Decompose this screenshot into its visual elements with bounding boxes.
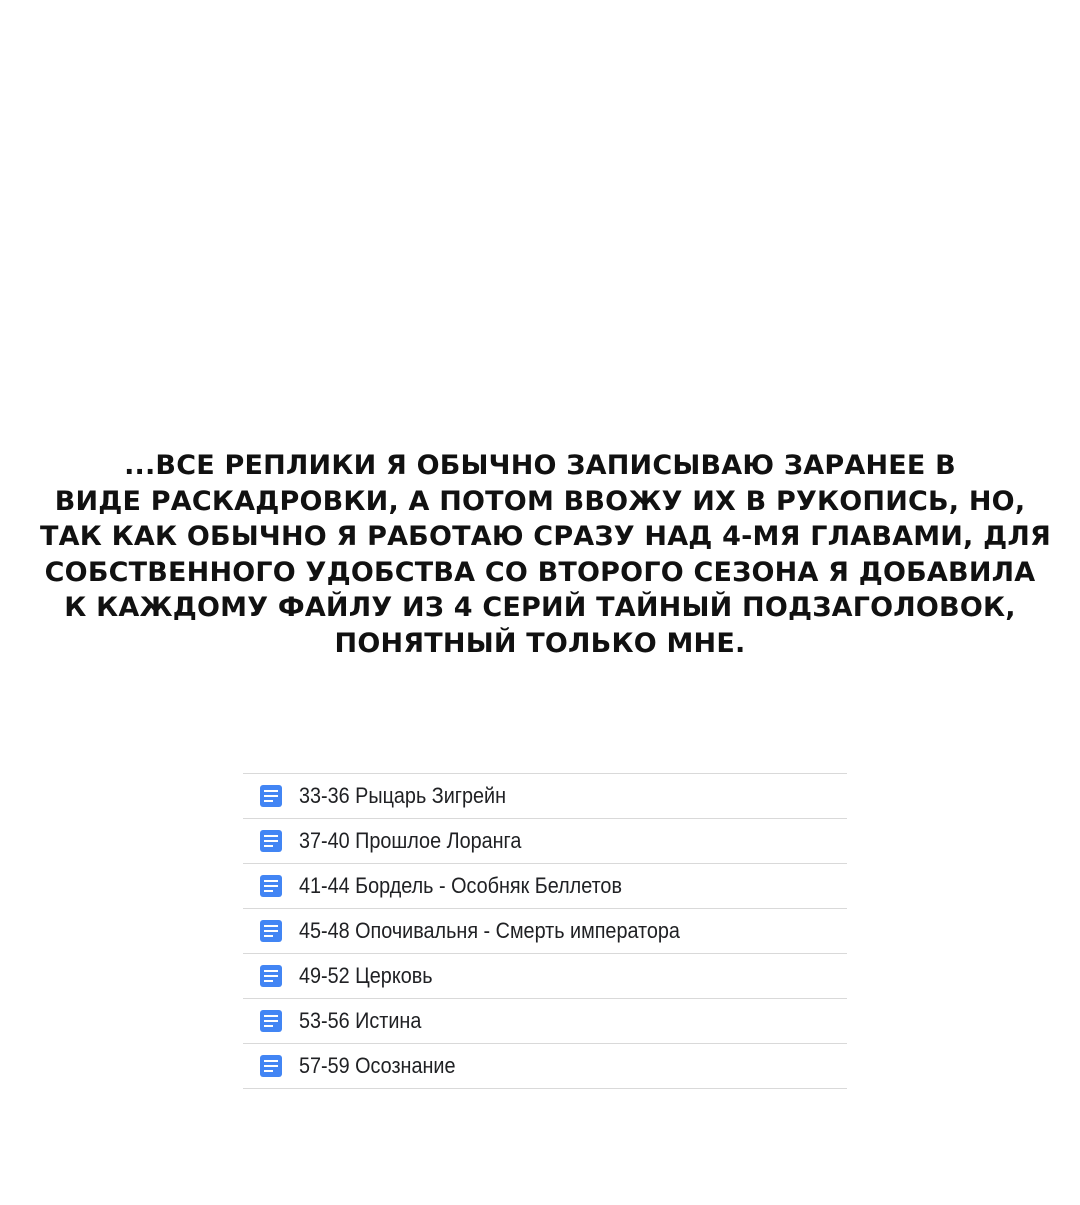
narration-text	[40, 448, 1051, 661]
file-list-item[interactable]	[243, 774, 847, 819]
narration-line: К КАЖДОМУ ФАЙЛУ ИЗ 4 СЕРИЙ ТАЙНЫЙ ПОДЗАГОЛОВОК,	[64, 592, 1016, 623]
file-list-item[interactable]	[243, 864, 847, 909]
file-name: 33-36 Рыцарь Зигрейн	[299, 783, 507, 808]
file-list-item[interactable]	[243, 999, 847, 1044]
file-list-item[interactable]	[243, 954, 847, 999]
file-name: 45-48 Опочивальня - Смерть императора	[299, 918, 680, 943]
file-list	[243, 773, 847, 1089]
document-icon	[259, 874, 283, 898]
document-icon	[259, 784, 283, 808]
document-icon	[259, 1054, 283, 1078]
narration-line: ПОНЯТНЫЙ ТОЛЬКО МНЕ.	[334, 627, 746, 659]
document-icon	[259, 1009, 283, 1033]
narration-line: ТАК КАК ОБЫЧНО Я РАБОТАЮ СРАЗУ НАД 4-МЯ ГЛАВАМИ, ДЛЯ	[40, 521, 1051, 552]
file-list-item[interactable]	[243, 909, 847, 954]
file-name: 49-52 Церковь	[299, 963, 433, 988]
document-icon	[259, 829, 283, 853]
narration-line: СОБСТВЕННОГО УДОБСТВА СО ВТОРОГО СЕЗОНА Я ДОБАВИЛА	[44, 556, 1036, 588]
file-list-item[interactable]	[243, 819, 847, 864]
narration-line: ВИДЕ РАСКАДРОВКИ, А ПОТОМ ВВОЖУ ИХ В РУКОПИСЬ, НО,	[54, 485, 1026, 517]
file-name: 37-40 Прошлое Лоранга	[299, 828, 522, 853]
file-name: 53-56 Истина	[299, 1008, 422, 1033]
narration-line: ...ВСЕ РЕПЛИКИ Я ОБЫЧНО ЗАПИСЫВАЮ ЗАРАНЕЕ В	[124, 450, 956, 481]
file-list-item[interactable]	[243, 1044, 847, 1089]
file-name: 57-59 Осознание	[299, 1053, 456, 1078]
document-icon	[259, 964, 283, 988]
file-name: 41-44 Бордель - Особняк Беллетов	[299, 873, 622, 898]
document-icon	[259, 919, 283, 943]
